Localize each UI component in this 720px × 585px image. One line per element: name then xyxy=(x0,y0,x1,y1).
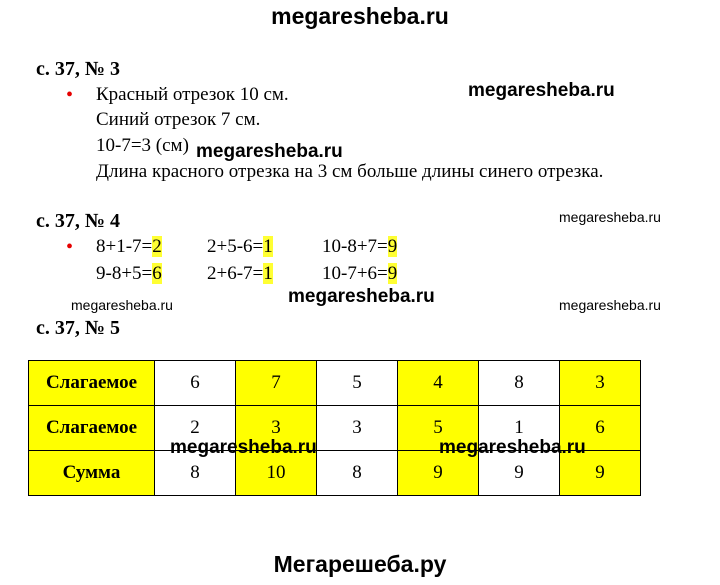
equation-expression: 10-8+7= xyxy=(322,236,388,257)
watermark: megaresheba.ru xyxy=(559,297,661,313)
watermark: megaresheba.ru xyxy=(559,209,661,225)
task5-heading: с. 37, № 5 xyxy=(36,317,120,339)
task3-line-1: Красный отрезок 10 см. xyxy=(96,84,289,105)
row-label: Сумма xyxy=(29,451,155,496)
row-label: Слагаемое xyxy=(29,361,155,406)
table-cell: 3 xyxy=(236,406,317,451)
task3-line-3: 10-7=3 (см) xyxy=(96,135,189,156)
equation-answer: 6 xyxy=(152,263,162,284)
equation-expression: 8+1-7= xyxy=(96,236,153,257)
equation-expression: 2+5-6= xyxy=(207,236,264,257)
site-footer: Мегарешеба.ру xyxy=(273,551,447,577)
table-cell: 6 xyxy=(155,361,236,406)
site-header: megaresheba.ru xyxy=(271,3,449,29)
table-cell: 8 xyxy=(317,451,398,496)
table-cell: 8 xyxy=(479,361,560,406)
table-cell: 5 xyxy=(398,406,479,451)
equation xyxy=(207,263,273,285)
table-cell: 1 xyxy=(479,406,560,451)
table-cell: 4 xyxy=(398,361,479,406)
table-cell: 5 xyxy=(317,361,398,406)
table-cell: 9 xyxy=(560,451,641,496)
table-cell: 7 xyxy=(236,361,317,406)
table-cell: 8 xyxy=(155,451,236,496)
equation xyxy=(322,263,397,285)
equation-answer: 9 xyxy=(387,263,398,284)
table-cell: 6 xyxy=(560,406,641,451)
table-cell: 10 xyxy=(236,451,317,496)
task3-line-4: Длина красного отрезка на 3 см больше длины синего отрезка. xyxy=(96,161,604,182)
equation xyxy=(96,236,162,258)
watermark: megaresheba.ru xyxy=(170,437,317,458)
row-label: Слагаемое xyxy=(29,406,155,451)
watermark: megaresheba.ru xyxy=(288,286,435,307)
watermark: megaresheba.ru xyxy=(439,437,586,458)
watermark: megaresheba.ru xyxy=(196,141,343,162)
table-cell: 3 xyxy=(560,361,641,406)
table-cell: 3 xyxy=(317,406,398,451)
task4-bullet: • xyxy=(66,236,74,258)
equation-answer: 1 xyxy=(263,236,273,257)
addition-table xyxy=(28,360,641,496)
task3-heading: с. 37, № 3 xyxy=(36,58,120,80)
table-cell: 2 xyxy=(155,406,236,451)
task4-heading: с. 37, № 4 xyxy=(36,210,120,232)
equation-expression: 9-8+5= xyxy=(96,263,153,284)
task3-bullet: • xyxy=(66,84,74,106)
equation xyxy=(96,263,162,285)
watermark: megaresheba.ru xyxy=(468,80,615,101)
table-cell: 9 xyxy=(398,451,479,496)
table-cell: 9 xyxy=(479,451,560,496)
equation-expression: 10-7+6= xyxy=(322,263,388,284)
equation-answer: 2 xyxy=(152,236,162,257)
equation-expression: 2+6-7= xyxy=(207,263,264,284)
task3-line-2: Синий отрезок 7 см. xyxy=(96,109,261,130)
equation xyxy=(322,236,397,258)
watermark: megaresheba.ru xyxy=(71,297,173,313)
equation-answer: 9 xyxy=(387,236,398,257)
table-row xyxy=(29,361,641,406)
equation-answer: 1 xyxy=(263,263,273,284)
equation xyxy=(207,236,273,258)
